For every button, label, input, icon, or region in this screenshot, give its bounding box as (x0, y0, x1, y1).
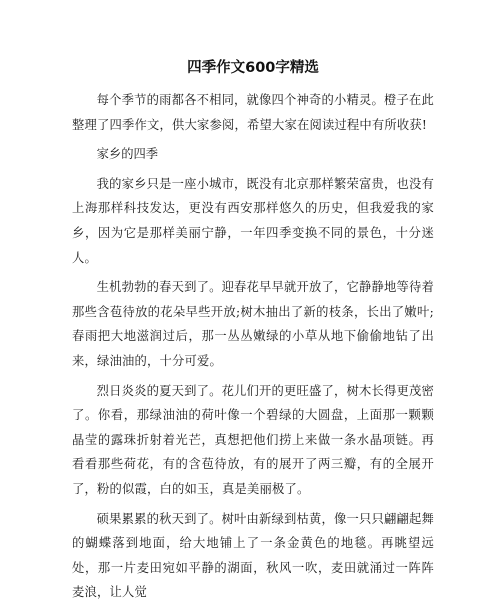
document-page (72, 58, 434, 610)
paragraph-autumn: 硕果累累的秋天到了。树叶由新绿到枯黄，像一只只翩翩起舞的蝴蝶落到地面，给大地铺上了一条金黄色的地毯。再眺望远处，那一片麦田宛如平静的湖面，秋风一吹，麦田就涌过一阵阵麦浪，让人觉 (72, 511, 435, 600)
paragraph-spring: 生机勃勃的春天到了。迎春花早早就开放了，它静静地等待着那些含苞待放的花朵早些开放;树木抽出了新的枝条，长出了嫩叶;春雨把大地滋润过后，那一丛丛嫩绿的小草从地下偷偷地钻了出来，绿油油的，十分可爱。 (72, 280, 435, 368)
essay-title: 家乡的四季 (96, 147, 159, 162)
paragraph-hometown: 我的家乡只是一座小城市，既没有北京那样繁荣富贵，也没有上海那样科技发达，更没有西安那样悠久的历史，但我爱我的家乡，因为它是那样美丽宁静，一年四季变换不同的景色，十分迷人。 (72, 176, 435, 265)
document-title: 四季作文600字精选 (187, 60, 319, 76)
intro-paragraph: 每个季节的雨都各不相同，就像四个神奇的小精灵。橙子在此整理了四季作文，供大家参阅，希望大家在阅读过程中有所收获! (72, 93, 435, 132)
paragraph-summer: 烈日炎炎的夏天到了。花儿们开的更旺盛了，树木长得更茂密了。你看，那绿油油的荷叶像一个碧绿的大圆盘，上面那一颗颗晶莹的露珠折射着光芒，真想把他们捞上来做一条水晶项链。再看看那些荷花，有的含苞待放，有的展开了两三瓣，有的全展开了，粉的似霞，白的如玉，真是美丽极了。 (72, 383, 435, 496)
